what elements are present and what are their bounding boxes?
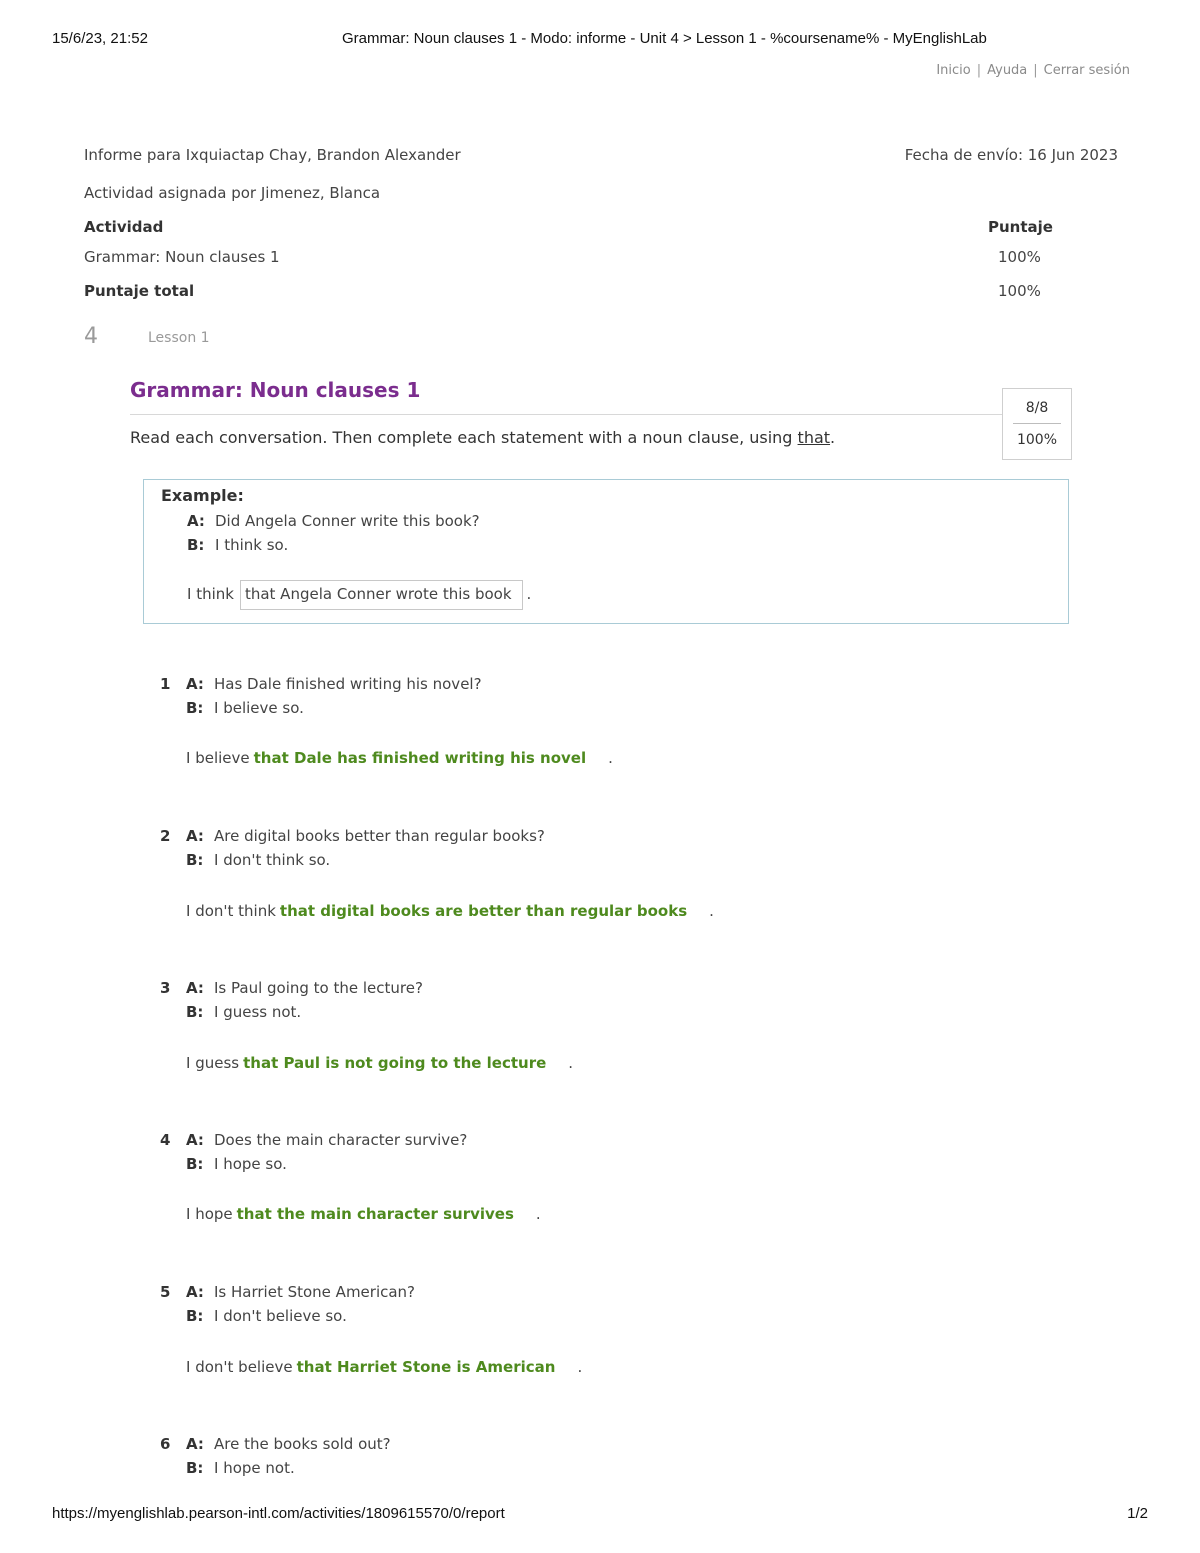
question-number: 6 (160, 1435, 171, 1453)
instructions-end: . (830, 428, 836, 447)
question-number: 4 (160, 1131, 171, 1149)
col-score-header: Puntaje (988, 218, 1053, 236)
answer-field: that Paul is not going to the lecture (243, 1054, 547, 1072)
question-line-a (186, 979, 423, 997)
print-url: https://myenglishlab.pearson-intl.com/activities/1809615570/0/report (52, 1505, 505, 1522)
print-page-title: Grammar: Noun clauses 1 - Modo: informe - Unit 4 > Lesson 1 - %coursename% - MyEnglishLab (342, 30, 987, 47)
score-percent: 100% (1016, 432, 1058, 448)
question-a-text: Is Harriet Stone American? (214, 1283, 416, 1301)
instructions-keyword: that (797, 428, 831, 447)
statement-stem: I don't believe (186, 1358, 293, 1376)
speaker-a: A: (186, 1283, 204, 1301)
question-b-text: I don't believe so. (214, 1307, 347, 1325)
speaker-b: B: (186, 1307, 204, 1325)
speaker-a: A: (186, 979, 204, 997)
question-line-b (186, 1003, 301, 1021)
example-a-text: Did Angela Conner write this book? (215, 512, 480, 530)
question-a-text: Are the books sold out? (214, 1435, 391, 1453)
statement-end: . (568, 1054, 574, 1072)
question-number: 3 (160, 979, 171, 997)
statement-stem: I don't think (186, 902, 276, 920)
row-activity: Grammar: Noun clauses 1 (84, 248, 280, 266)
statement-end: . (608, 749, 613, 767)
speaker-b: B: (186, 851, 204, 869)
question-line-b (186, 699, 304, 717)
question-a-text: Are digital books better than regular books? (214, 827, 545, 845)
speaker-b: B: (186, 1155, 204, 1173)
example-box (143, 479, 1069, 624)
question-b-text: I guess not. (214, 1003, 302, 1021)
answer-statement (186, 749, 613, 767)
answer-field: that Harriet Stone is American (296, 1358, 556, 1376)
question-line-a (186, 1131, 467, 1149)
question-line-b (186, 1155, 287, 1173)
title-divider (130, 414, 1002, 415)
question-number: 2 (160, 827, 171, 845)
score-divider (1013, 423, 1061, 424)
example-stem: I think (187, 585, 234, 603)
statement-stem: I guess (186, 1054, 240, 1072)
question-b-text: I believe so. (214, 699, 304, 717)
question-b-text: I hope not. (214, 1459, 295, 1477)
score-fraction: 8/8 (1025, 400, 1049, 416)
question-line-a (186, 827, 545, 845)
speaker-a: A: (186, 827, 204, 845)
speaker-a: A: (186, 1131, 204, 1149)
speaker-b: B: (186, 699, 204, 717)
activity-score-box (1002, 388, 1072, 460)
question-b-text: I hope so. (214, 1155, 287, 1173)
question-line-a (186, 1435, 391, 1453)
row-score: 100% (998, 248, 1041, 266)
speaker-a: A: (186, 675, 204, 693)
lesson-label: Lesson 1 (148, 330, 210, 346)
answer-field: that Dale has finished writing his novel (253, 749, 587, 767)
example-b-text: I think so. (215, 536, 289, 554)
example-statement (187, 580, 531, 610)
unit-number: 4 (84, 324, 98, 349)
score-table-header (84, 218, 1054, 236)
speaker-b: B: (186, 1003, 204, 1021)
answer-statement (186, 1358, 582, 1376)
col-activity-header: Actividad (84, 218, 164, 236)
speaker-b: B: (187, 536, 205, 554)
question-number: 1 (160, 675, 171, 693)
home-link[interactable]: Inicio (936, 63, 971, 78)
print-footer (52, 1505, 1148, 1525)
report-sent-date: Fecha de envío: 16 Jun 2023 (904, 146, 1118, 164)
statement-stem: I hope (186, 1205, 233, 1223)
help-link[interactable]: Ayuda (987, 63, 1028, 78)
print-page-number: 1/2 (1127, 1505, 1148, 1522)
speaker-a: A: (186, 1435, 204, 1453)
question-b-text: I don't think so. (214, 851, 331, 869)
instructions-text: Read each conversation. Then complete each statement with a noun clause, using (130, 428, 798, 447)
answer-field: that the main character survives (236, 1205, 514, 1223)
question-number: 5 (160, 1283, 171, 1301)
example-line-a (187, 512, 480, 530)
example-line-b (187, 536, 288, 554)
activity-title: Grammar: Noun clauses 1 (130, 378, 421, 402)
question-line-b (186, 1459, 295, 1477)
question-a-text: Does the main character survive? (214, 1131, 468, 1149)
print-date: 15/6/23, 21:52 (52, 30, 148, 47)
total-score: 100% (998, 282, 1041, 300)
statement-stem: I believe (186, 749, 250, 767)
example-label: Example: (161, 486, 244, 505)
answer-statement (186, 902, 714, 920)
statement-end: . (709, 902, 714, 920)
example-answer-field: that Angela Conner wrote this book (240, 580, 523, 610)
logout-link[interactable]: Cerrar sesión (1043, 63, 1130, 78)
top-nav-links: Inicio | Ayuda | Cerrar sesión (936, 63, 1130, 78)
total-row (84, 282, 1054, 300)
question-a-text: Has Dale finished writing his novel? (214, 675, 482, 693)
speaker-b: B: (186, 1459, 204, 1477)
answer-statement (186, 1205, 541, 1223)
report-student-line: Informe para Ixquiactap Chay, Brandon Alexander (84, 146, 461, 164)
instructions (130, 428, 835, 447)
question-line-b (186, 851, 330, 869)
report-assigned-by: Actividad asignada por Jimenez, Blanca (84, 184, 381, 202)
example-end: . (526, 585, 532, 603)
total-label: Puntaje total (84, 282, 195, 300)
answer-statement (186, 1054, 573, 1072)
answer-field: that digital books are better than regular books (279, 902, 688, 920)
question-a-text: Is Paul going to the lecture? (214, 979, 423, 997)
print-header (52, 30, 1148, 50)
statement-end: . (577, 1358, 583, 1376)
statement-end: . (535, 1205, 541, 1223)
speaker-a: A: (187, 512, 205, 530)
table-row (84, 248, 1054, 266)
question-line-b (186, 1307, 347, 1325)
question-line-a (186, 675, 482, 693)
question-line-a (186, 1283, 415, 1301)
